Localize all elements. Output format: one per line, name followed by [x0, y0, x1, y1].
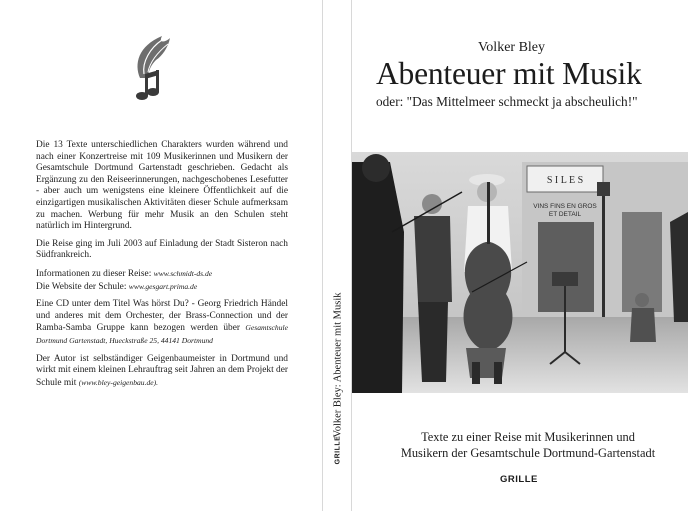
info-label-school: Die Website der Schule:	[36, 281, 127, 292]
cover-photo	[352, 152, 688, 393]
book-subtitle: oder: "Das Mittelmeer schmeckt ja abscheulich!"	[376, 94, 638, 109]
shop-sign-detail: ET DETAIL	[548, 211, 582, 218]
tagline-line-2: Musikern der Gesamtschule Dortmund-Gartenstadt	[400, 446, 656, 460]
author-name: Volker Bley	[478, 40, 546, 55]
trip-paragraph: Die Reise ging im Juli 2003 auf Einladung der Stadt Sisteron nach Südfrankreich.	[36, 238, 288, 261]
info-block	[36, 268, 288, 293]
spine-title: Volker Bley: Abenteuer mit Musik	[332, 292, 344, 438]
author-bio: Der Autor ist selbständiger Geigenbaumeister in Dortmund und wirkt mit einem kleinen Lehrauftrag seit Jahren an dem Projekt der Schule mit	[36, 353, 288, 388]
author-paragraph	[36, 354, 288, 390]
shop-sign-wine: VINS FINS EN GROS	[533, 203, 597, 210]
cd-text: Eine CD unter dem Titel Was hörst Du? - Georg Friedrich Händel und anderes mit dem Orchester, der Brass-Connection und der Ramba-Samba Gruppe kann bezogen werden über	[36, 299, 288, 334]
publisher-logo: GRILLE	[500, 474, 538, 485]
winged-note-logo	[128, 34, 178, 104]
school-url: www.gesgart.prima.de	[128, 281, 198, 291]
book-spine	[322, 0, 352, 511]
tagline-line-1: Texte zu einer Reise mit Musikerinnen und	[421, 430, 635, 444]
info-label-trip: Informationen zu dieser Reise:	[36, 268, 152, 279]
spine-publisher: GRILLE	[334, 435, 342, 465]
description-paragraph: Die 13 Texte unterschiedlichen Charakters wurden während und nach einer Konzertreise mit 109 Musikerinnen und Musikern der Gesamtschule Dortmund Gartenstadt geschrieben. Gedacht als Ergänzung zu den Reiseerinnerungen, nachgeschobenes Lesefutter - aber auch um wenigstens eine kleinere Öffentlichkeit auf die einzigartigen musikalischen Aktivitäten dieser Schule aufmerksam zu machen. Werbung für mehr Musik an den Schulen steht natürlich im Hintergrund.	[36, 140, 288, 232]
back-cover-text	[36, 140, 288, 395]
cd-paragraph	[36, 299, 288, 347]
cd-address: Gesamtschule Dortmund Gartenstadt, Hueckstraße 25, 44141 Dortmund	[36, 323, 289, 345]
shop-sign-name: S I L E S	[546, 175, 584, 186]
front-cover	[352, 0, 699, 511]
back-cover	[0, 0, 322, 511]
trip-url: www.schmidt-ds.de	[153, 268, 213, 278]
book-tagline	[378, 429, 678, 461]
author-url: (www.bley-geigenbau.de).	[78, 377, 159, 387]
book-title: Abenteuer mit Musik	[376, 56, 642, 91]
